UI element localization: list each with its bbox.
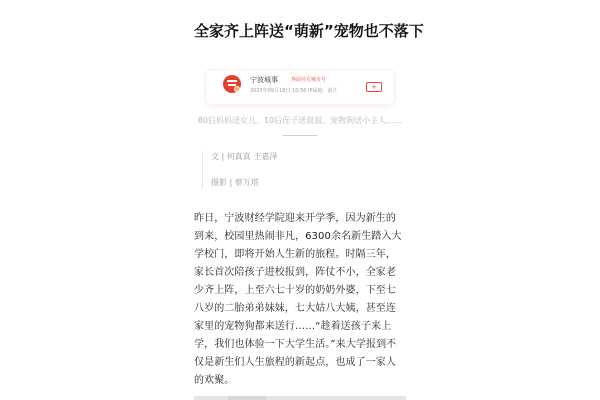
article-summary: 80后妈妈送女儿、10后侄子送叔叔、宠物狗送小主人…… xyxy=(197,116,403,125)
image-preview-mark xyxy=(228,396,266,400)
official-account-badge: 界面官方城市号 xyxy=(291,77,327,83)
article-title: 全家齐上阵送“萌新”宠物也不落下 xyxy=(194,22,424,40)
article-body: 昨日，宁波财经学院迎来开学季，因为新生的到来，校园里热闹非凡，6300余名新生踏入大学校门，即将开始人生新的旅程。时隔三年，家长首次陪孩子进校报到，阵仗不小，全家老少齐上阵，上至六七十岁的奶奶外婆，下至七八岁的二胎弟弟妹妹，七大姑八大姨，甚至连家里的宠物狗都来送行……“趁着送孩子来上学，我们也体验一下大学生活。”来大学报到不仅是新生们人生旅程的新起点，也成了一家人的欢聚。 xyxy=(194,213,402,386)
article-image-preview xyxy=(194,396,406,400)
account-card[interactable] xyxy=(206,70,394,104)
credit-photographer: 摄影 | 蔡万塔 xyxy=(211,178,259,187)
follow-button[interactable]: + xyxy=(366,82,382,92)
summary-divider xyxy=(283,135,317,136)
publish-meta: 2023年09月18日 10:56 IP属地：浙江 xyxy=(250,88,338,94)
article-credits xyxy=(202,151,406,189)
ningbo-city-logo-icon xyxy=(223,75,241,93)
account-name[interactable]: 宁波城事 xyxy=(250,76,278,84)
article-content xyxy=(194,0,424,390)
credit-writer: 文 | 何真真 王嘉泽 xyxy=(211,152,278,161)
